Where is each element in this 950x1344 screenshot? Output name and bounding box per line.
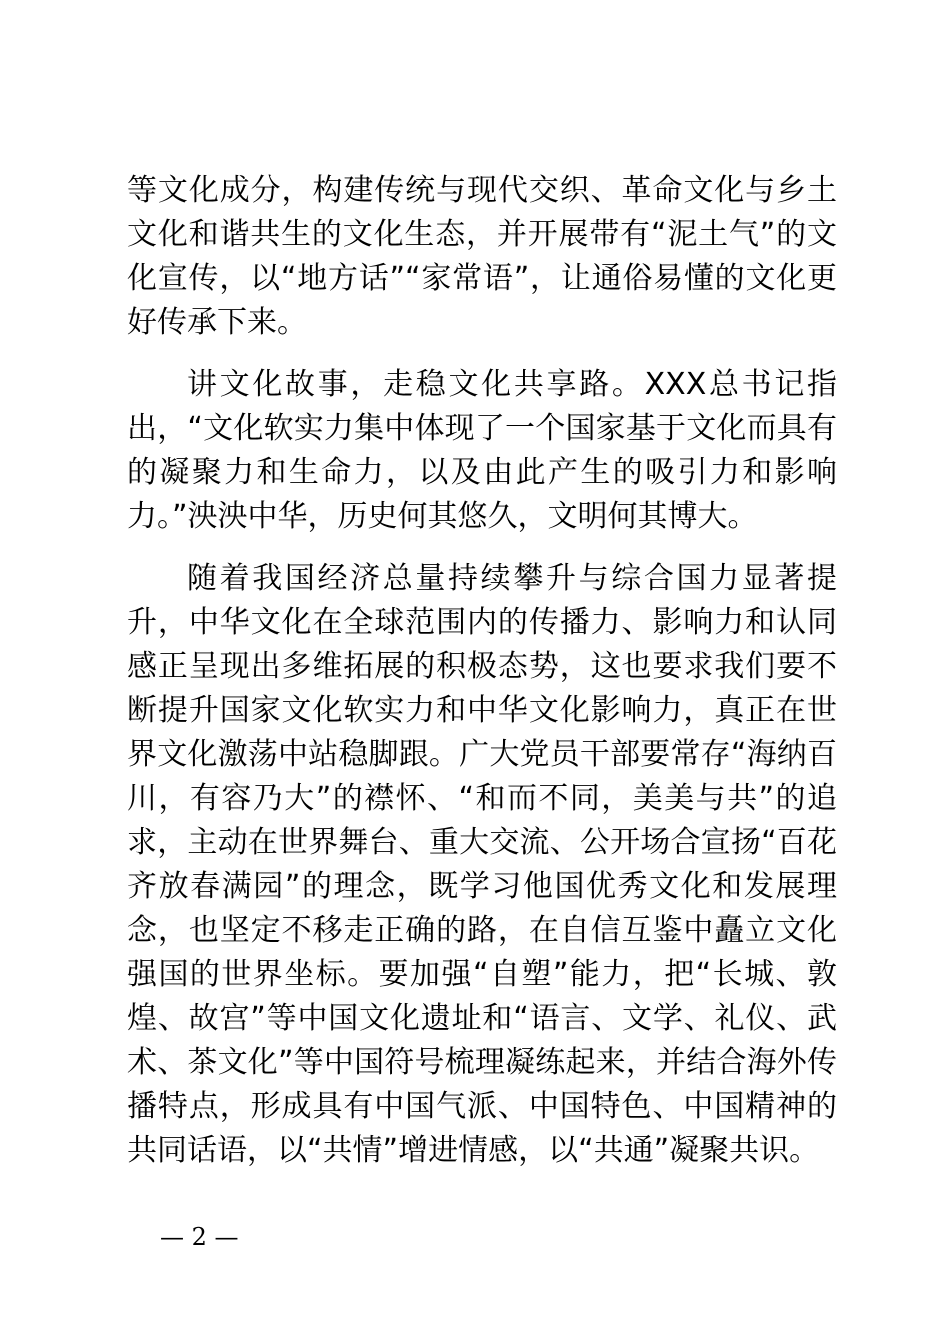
document-body bbox=[127, 169, 837, 1173]
paragraph-cultural-story: 讲文化故事，走稳文化共享路。XXX总书记指出，“文化软实力集中体现了一个国家基于文化而具有的凝聚力和生命力，以及由此产生的吸引力和影响力。”泱泱中华，历史何其悠久，文明何其博大。 bbox=[127, 367, 837, 534]
paragraph-cultural-influence: 随着我国经济总量持续攀升与综合国力显著提升，中华文化在全球范围内的传播力、影响力和认同感正呈现出多维拓展的积极态势，这也要求我们要不断提升国家文化软实力和中华文化影响力，真正在世界文化激荡中站稳脚跟。广大党员干部要常存“海纳百川，有容乃大”的襟怀、“和而不同，美美与共”的追求，主动在世界舞台、重大交流、公开场合宣扬“百花齐放春满园”的理念，既学习他国优秀文化和发展理念，也坚定不移走正确的路，在自信互鉴中矗立文化强国的世界坐标。要加强“自塑”能力，把“长城、敦煌、故宫”等中国文化遗址和“语言、文学、礼仪、武术、茶文化”等中国符号梳理凝练起来，并结合海外传播特点，形成具有中国气派、中国特色、中国精神的共同话语，以“共情”增进情感，以“共通”凝聚共识。 bbox=[127, 561, 837, 1168]
page-number: — 2 — bbox=[160, 1223, 239, 1251]
paragraph-continuation: 等文化成分，构建传统与现代交织、革命文化与乡土文化和谐共生的文化生态，并开展带有“泥土气”的文化宣传，以“地方话”“家常语”，让通俗易懂的文化更好传承下来。 bbox=[127, 173, 837, 340]
